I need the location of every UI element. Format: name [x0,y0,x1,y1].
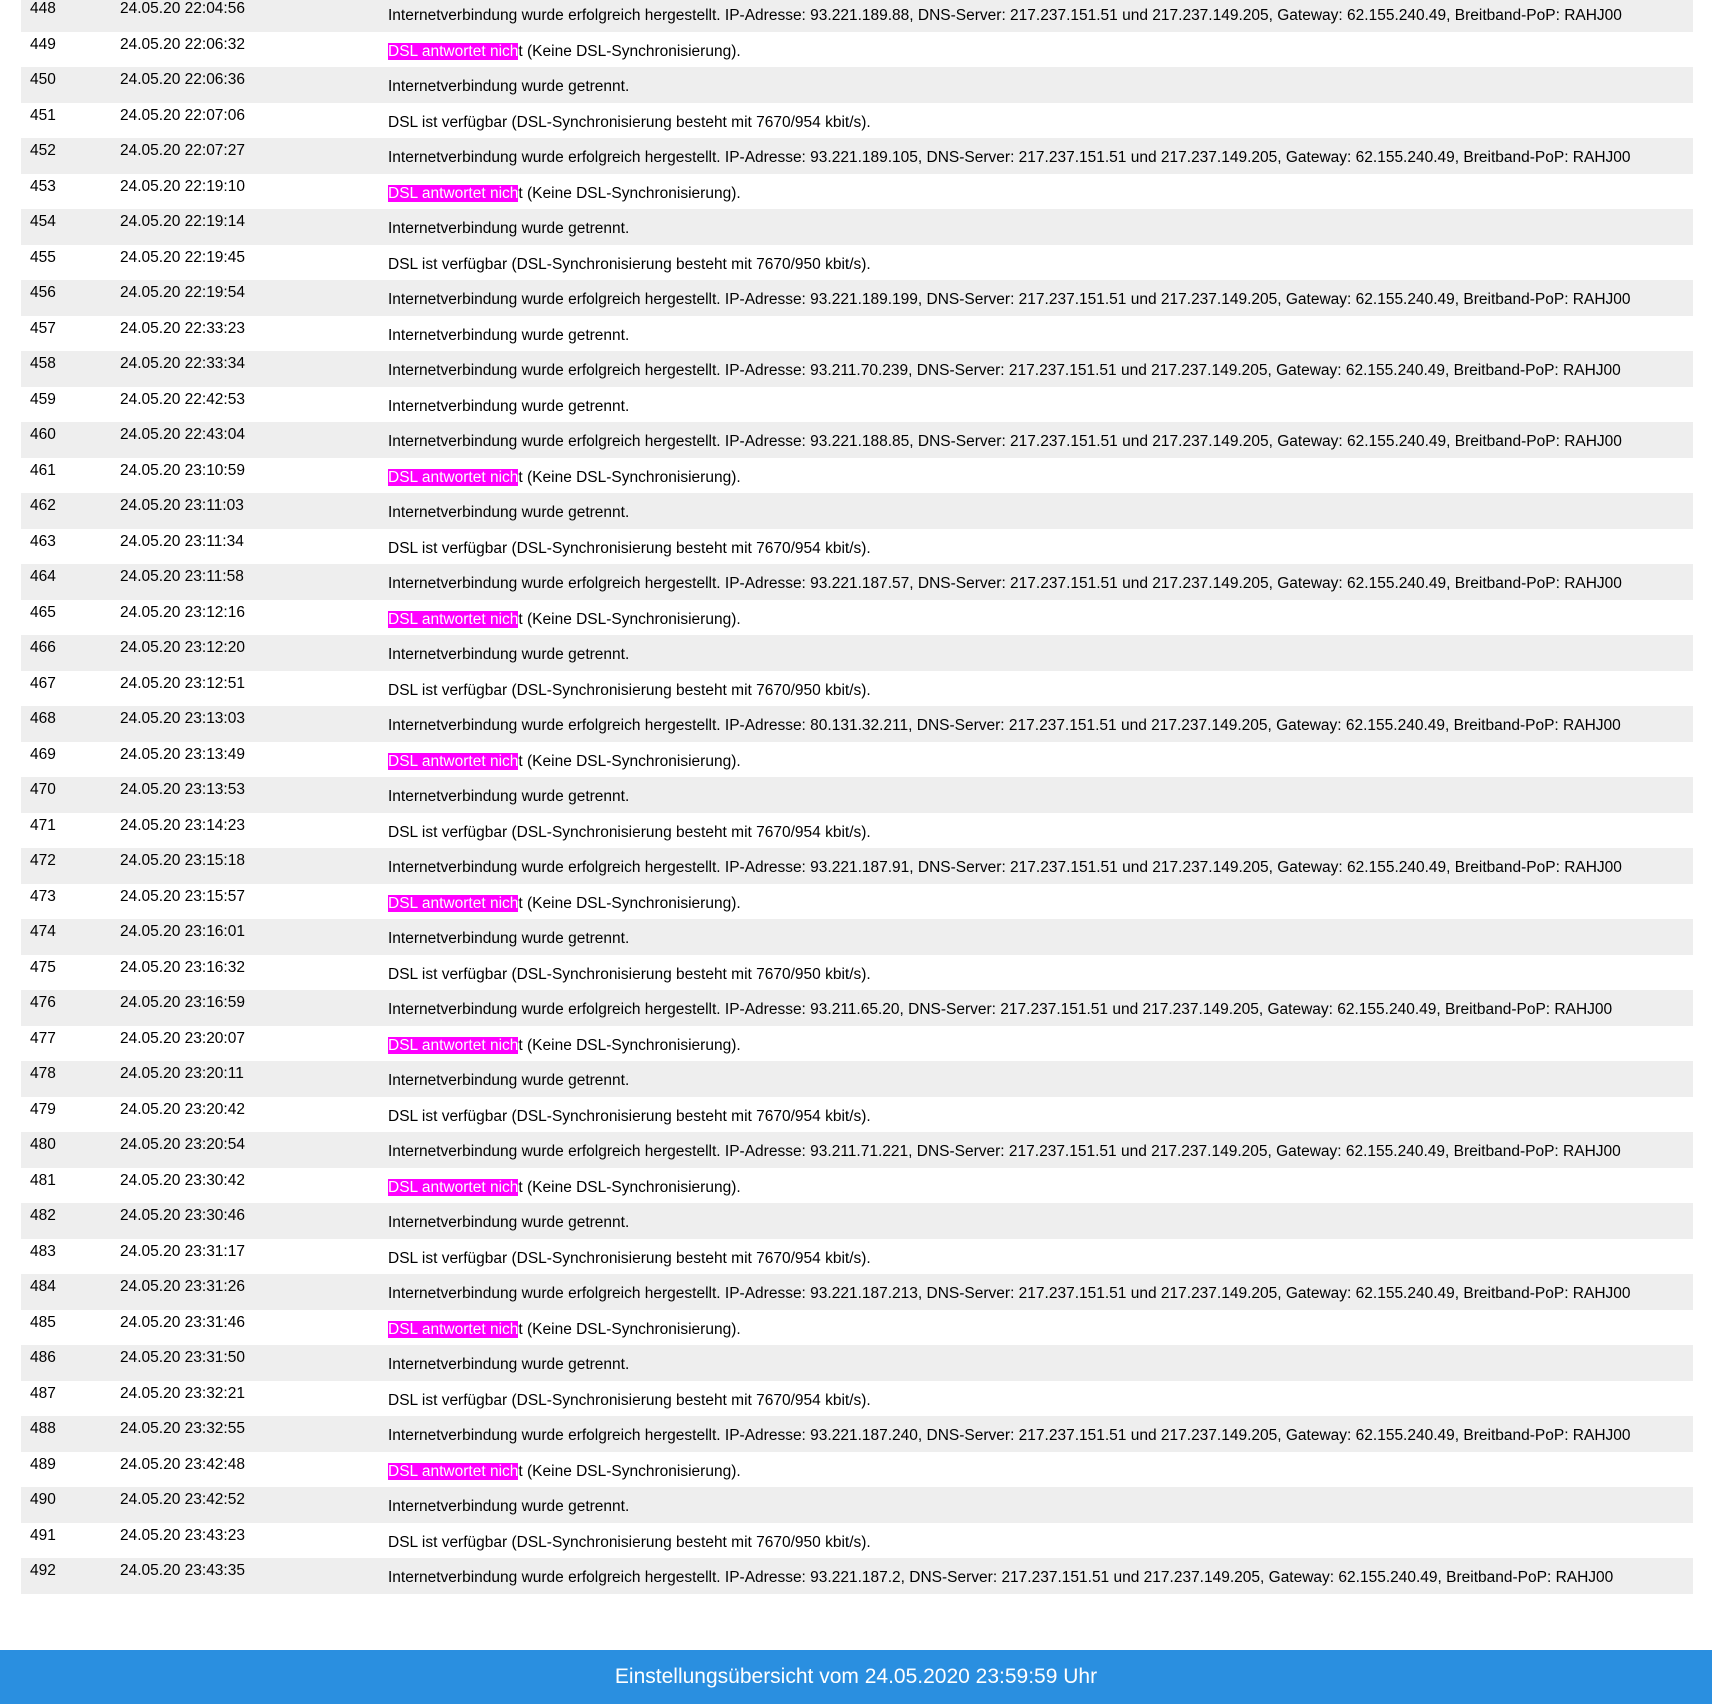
log-row [21,1026,1693,1062]
log-entry-message-text: t (Keine DSL-Synchronisierung). [518,1462,741,1480]
log-entry-message-text: t (Keine DSL-Synchronisierung). [518,1320,741,1338]
log-entry-message [388,540,871,558]
log-entry-message [388,788,629,806]
log-entry-message-text: Internetverbindung wurde erfolgreich hergestellt. IP-Adresse: 93.211.71.221, DNS-Server: 217.237.151.51 und 217.237.149.205, Gateway: 62.155.240.49, Breitband-PoP: RAHJ00 [388,1143,1621,1160]
log-entry-message-text: Internetverbindung wurde erfolgreich hergestellt. IP-Adresse: 93.221.189.105, DNS-Server: 217.237.151.51 und 217.237.149.205, Gateway: 62.155.240.49, Breitband-PoP: RAHJ00 [388,149,1631,166]
log-entry-number: 465 [30,603,56,621]
log-entry-message [388,646,629,664]
log-entry-message [388,1072,629,1090]
log-entry-timestamp: 24.05.20 23:16:59 [120,994,245,1011]
search-highlight: DSL antwortet nich [388,894,519,912]
log-entry-message [388,291,1631,309]
log-entry-message-text: Internetverbindung wurde erfolgreich hergestellt. IP-Adresse: 93.221.188.85, DNS-Server: 217.237.151.51 und 217.237.149.205, Gateway: 62.155.240.49, Breitband-PoP: RAHJ00 [388,433,1622,450]
log-row [21,1381,1693,1417]
log-entry-number: 486 [30,1349,56,1366]
log-row [21,67,1693,103]
log-entry-message [388,1285,1631,1303]
log-entry-message-text: Internetverbindung wurde getrennt. [388,1072,630,1089]
log-row [21,351,1693,387]
log-row [21,0,1693,32]
log-entry-message-text: t (Keine DSL-Synchronisierung). [518,184,741,202]
log-entry-timestamp: 24.05.20 23:43:35 [120,1562,245,1579]
log-entry-message-text: t (Keine DSL-Synchronisierung). [518,894,741,912]
log-entry-message [388,220,629,238]
log-entry-message-text: Internetverbindung wurde erfolgreich hergestellt. IP-Adresse: 93.221.189.88, DNS-Server: 217.237.151.51 und 217.237.149.205, Gateway: 62.155.240.49, Breitband-PoP: RAHJ00 [388,7,1622,24]
log-entry-number: 460 [30,426,56,443]
log-entry-number: 470 [30,781,56,798]
log-entry-message [388,1569,1613,1587]
log-entry-timestamp: 24.05.20 22:19:10 [120,177,245,195]
log-entry-timestamp: 24.05.20 23:12:16 [120,603,245,621]
log-entry-message [388,1001,1612,1019]
log-row [21,813,1693,849]
log-entry-number: 472 [30,852,56,869]
log-entry-message-text: DSL ist verfügbar (DSL-Synchronisierung besteht mit 7670/950 kbit/s). [388,1533,871,1551]
log-entry-number: 474 [30,923,56,940]
log-entry-timestamp: 24.05.20 23:15:18 [120,852,245,869]
log-entry-message-text: Internetverbindung wurde getrennt. [388,78,630,95]
log-entry-number: 467 [30,674,56,692]
log-entry-message [388,1463,741,1481]
log-entry-timestamp: 24.05.20 23:43:23 [120,1526,245,1544]
log-entry-number: 448 [30,0,56,17]
log-entry-message-text: Internetverbindung wurde getrennt. [388,646,630,663]
log-entry-message-text: t (Keine DSL-Synchronisierung). [518,610,741,628]
log-row [21,1061,1693,1097]
log-entry-timestamp: 24.05.20 23:13:53 [120,781,245,798]
log-entry-timestamp: 24.05.20 23:11:58 [120,568,244,585]
log-row [21,1274,1693,1310]
log-entry-timestamp: 24.05.20 22:43:04 [120,426,245,443]
log-entry-timestamp: 24.05.20 23:10:59 [120,461,245,479]
log-entry-message-text: Internetverbindung wurde erfolgreich hergestellt. IP-Adresse: 93.221.187.2, DNS-Server: 217.237.151.51 und 217.237.149.205, Gateway: 62.155.240.49, Breitband-PoP: RAHJ00 [388,1569,1614,1586]
log-entry-message [388,504,629,522]
log-entry-timestamp: 24.05.20 22:19:54 [120,284,245,301]
log-entry-number: 491 [30,1526,56,1544]
log-entry-timestamp: 24.05.20 23:15:57 [120,887,245,905]
log-entry-timestamp: 24.05.20 22:19:14 [120,213,245,230]
log-entry-number: 449 [30,35,56,53]
log-row [21,1345,1693,1381]
log-entry-message-text: Internetverbindung wurde erfolgreich hergestellt. IP-Adresse: 93.221.187.240, DNS-Server: 217.237.151.51 und 217.237.149.205, Gateway: 62.155.240.49, Breitband-PoP: RAHJ00 [388,1427,1631,1444]
log-entry-message-text: DSL ist verfügbar (DSL-Synchronisierung besteht mit 7670/950 kbit/s). [388,681,871,699]
log-row [21,458,1693,494]
log-entry-message-text: DSL ist verfügbar (DSL-Synchronisierung besteht mit 7670/954 kbit/s). [388,539,871,557]
log-row [21,138,1693,174]
log-entry-number: 457 [30,319,56,337]
log-entry-number: 452 [30,142,56,159]
log-row [21,1132,1693,1168]
log-entry-message [388,327,629,345]
log-entry-number: 456 [30,284,56,301]
log-entry-message [388,1392,871,1410]
log-row [21,1168,1693,1204]
search-highlight: DSL antwortet nich [388,752,519,770]
log-entry-message [388,7,1622,25]
log-row [21,1487,1693,1523]
log-row [21,1239,1693,1275]
log-entry-number: 473 [30,887,56,905]
search-highlight: DSL antwortet nich [388,42,519,60]
log-entry-number: 483 [30,1242,56,1260]
log-entry-timestamp: 24.05.20 23:31:17 [120,1242,245,1260]
log-entry-number: 487 [30,1384,56,1402]
log-entry-timestamp: 24.05.20 23:42:48 [120,1455,245,1473]
log-entry-message [388,1108,871,1126]
log-entry-message-text: DSL ist verfügbar (DSL-Synchronisierung besteht mit 7670/954 kbit/s). [388,1249,871,1267]
log-entry-number: 485 [30,1313,56,1331]
log-entry-timestamp: 24.05.20 23:32:21 [120,1384,245,1402]
log-entry-timestamp: 24.05.20 23:16:32 [120,958,245,976]
log-entry-number: 477 [30,1029,56,1047]
log-entry-timestamp: 24.05.20 23:13:03 [120,710,245,727]
log-entry-number: 492 [30,1562,56,1579]
log-entry-timestamp: 24.05.20 22:07:27 [120,142,245,159]
log-entry-message [388,1214,629,1232]
log-entry-timestamp: 24.05.20 23:20:11 [120,1065,244,1082]
log-entry-timestamp: 24.05.20 23:20:07 [120,1029,245,1047]
log-entry-message [388,185,741,203]
log-entry-timestamp: 24.05.20 23:11:03 [120,497,244,514]
log-row [21,919,1693,955]
log-row [21,742,1693,778]
log-entry-message [388,753,741,771]
log-row [21,103,1693,139]
log-entry-message-text: Internetverbindung wurde getrennt. [388,397,630,415]
log-entry-timestamp: 24.05.20 22:19:45 [120,248,245,266]
log-entry-timestamp: 24.05.20 23:30:46 [120,1207,245,1224]
log-entry-timestamp: 24.05.20 22:07:06 [120,106,245,124]
log-entry-message [388,1143,1621,1161]
log-row [21,1203,1693,1239]
log-entry-timestamp: 24.05.20 22:33:34 [120,355,245,372]
log-row [21,387,1693,423]
log-row [21,280,1693,316]
log-row [21,635,1693,671]
log-entry-number: 461 [30,461,56,479]
log-entry-timestamp: 24.05.20 23:31:46 [120,1313,245,1331]
log-entry-message-text: DSL ist verfügbar (DSL-Synchronisierung besteht mit 7670/950 kbit/s). [388,255,871,273]
log-entry-number: 454 [30,213,56,230]
log-entry-number: 459 [30,390,56,408]
log-entry-number: 469 [30,745,56,763]
log-entry-number: 484 [30,1278,56,1295]
log-entry-message [388,859,1622,877]
log-entry-message [388,1427,1631,1445]
log-entry-message [388,1321,741,1339]
log-entry-number: 490 [30,1491,56,1508]
log-row [21,706,1693,742]
log-entry-message-text: Internetverbindung wurde erfolgreich hergestellt. IP-Adresse: 80.131.32.211, DNS-Server: 217.237.151.51 und 217.237.149.205, Gateway: 62.155.240.49, Breitband-PoP: RAHJ00 [388,717,1621,734]
log-entry-message-text: DSL ist verfügbar (DSL-Synchronisierung besteht mit 7670/950 kbit/s). [388,965,871,983]
log-entry-message [388,398,629,416]
log-entry-number: 475 [30,958,56,976]
log-row [21,493,1693,529]
log-entry-message-text: t (Keine DSL-Synchronisierung). [518,1178,741,1196]
search-highlight: DSL antwortet nich [388,610,519,628]
log-entry-message-text: Internetverbindung wurde getrennt. [388,1356,630,1373]
search-highlight: DSL antwortet nich [388,468,519,486]
log-entry-message-text: DSL ist verfügbar (DSL-Synchronisierung besteht mit 7670/954 kbit/s). [388,823,871,841]
log-entry-timestamp: 24.05.20 23:12:20 [120,639,245,656]
log-row [21,1523,1693,1559]
search-highlight: DSL antwortet nich [388,1178,519,1196]
log-entry-timestamp: 24.05.20 22:04:56 [120,0,245,17]
log-entry-message-text: Internetverbindung wurde erfolgreich hergestellt. IP-Adresse: 93.221.187.57, DNS-Server: 217.237.151.51 und 217.237.149.205, Gateway: 62.155.240.49, Breitband-PoP: RAHJ00 [388,575,1622,592]
log-entry-message [388,114,871,132]
log-entry-timestamp: 24.05.20 23:13:49 [120,745,245,763]
log-entry-message [388,1534,871,1552]
log-entry-message-text: t (Keine DSL-Synchronisierung). [518,752,741,770]
log-row [21,1416,1693,1452]
search-highlight: DSL antwortet nich [388,184,519,202]
log-entry-message [388,1250,871,1268]
log-entry-timestamp: 24.05.20 23:31:26 [120,1278,245,1295]
log-entry-number: 489 [30,1455,56,1473]
log-entry-message-text: t (Keine DSL-Synchronisierung). [518,42,741,60]
log-entry-message-text: DSL ist verfügbar (DSL-Synchronisierung besteht mit 7670/954 kbit/s). [388,1391,871,1409]
log-entry-timestamp: 24.05.20 23:32:55 [120,1420,245,1437]
log-entry-message-text: Internetverbindung wurde getrennt. [388,930,630,947]
log-entry-timestamp: 24.05.20 22:06:36 [120,71,245,88]
log-entry-number: 462 [30,497,56,514]
log-row [21,990,1693,1026]
log-entry-message [388,611,741,629]
log-entry-timestamp: 24.05.20 23:30:42 [120,1171,245,1189]
log-entry-timestamp: 24.05.20 23:20:54 [120,1136,245,1153]
log-row [21,1097,1693,1133]
log-entry-timestamp: 24.05.20 22:33:23 [120,319,245,337]
log-entry-timestamp: 24.05.20 23:11:34 [120,532,244,550]
log-entry-number: 458 [30,355,56,372]
log-entry-message-text: Internetverbindung wurde getrennt. [388,1214,630,1231]
log-entry-message-text: DSL ist verfügbar (DSL-Synchronisierung besteht mit 7670/954 kbit/s). [388,113,871,131]
log-entry-timestamp: 24.05.20 23:20:42 [120,1100,245,1118]
log-entry-message [388,966,871,984]
log-entry-message [388,824,871,842]
log-entry-number: 482 [30,1207,56,1224]
log-entry-message-text: Internetverbindung wurde erfolgreich hergestellt. IP-Adresse: 93.221.189.199, DNS-Server: 217.237.151.51 und 217.237.149.205, Gateway: 62.155.240.49, Breitband-PoP: RAHJ00 [388,291,1631,308]
log-entry-message-text: Internetverbindung wurde getrennt. [388,1498,630,1515]
log-row [21,848,1693,884]
log-entry-timestamp: 24.05.20 23:14:23 [120,816,245,834]
log-entry-number: 476 [30,994,56,1011]
log-entry-number: 488 [30,1420,56,1437]
log-entry-message [388,575,1622,593]
log-row [21,564,1693,600]
log-row [21,209,1693,245]
log-entry-message [388,1037,741,1055]
log-entry-message [388,256,871,274]
log-entry-message-text: DSL ist verfügbar (DSL-Synchronisierung besteht mit 7670/954 kbit/s). [388,1107,871,1125]
log-entry-message [388,149,1631,167]
log-entry-message-text: Internetverbindung wurde erfolgreich hergestellt. IP-Adresse: 93.221.187.91, DNS-Server: 217.237.151.51 und 217.237.149.205, Gateway: 62.155.240.49, Breitband-PoP: RAHJ00 [388,859,1622,876]
log-entry-message-text: t (Keine DSL-Synchronisierung). [518,468,741,486]
log-entry-message-text: Internetverbindung wurde getrennt. [388,326,630,344]
log-entry-number: 468 [30,710,56,727]
log-row [21,1310,1693,1346]
log-entry-message [388,43,741,61]
settings-overview-footer: Einstellungsübersicht vom 24.05.2020 23:59:59 Uhr [0,1650,1712,1704]
log-entry-number: 450 [30,71,56,88]
log-row [21,316,1693,352]
log-entry-message [388,682,871,700]
log-row [21,884,1693,920]
log-row [21,671,1693,707]
log-entry-message-text: Internetverbindung wurde erfolgreich hergestellt. IP-Adresse: 93.211.65.20, DNS-Server: 217.237.151.51 und 217.237.149.205, Gateway: 62.155.240.49, Breitband-PoP: RAHJ00 [388,1001,1613,1018]
log-entry-timestamp: 24.05.20 22:06:32 [120,35,245,53]
search-highlight: DSL antwortet nich [388,1462,519,1480]
event-log-table [21,0,1693,1594]
log-row [21,1452,1693,1488]
log-entry-timestamp: 24.05.20 23:16:01 [120,923,245,940]
log-entry-timestamp: 24.05.20 23:31:50 [120,1349,245,1366]
log-entry-timestamp: 24.05.20 22:42:53 [120,390,245,408]
log-entry-message [388,362,1621,380]
log-row [21,777,1693,813]
log-entry-message [388,1356,629,1374]
log-entry-number: 463 [30,532,56,550]
log-row [21,955,1693,991]
log-row [21,245,1693,281]
log-entry-message-text: Internetverbindung wurde getrennt. [388,504,630,521]
log-entry-message-text: Internetverbindung wurde erfolgreich hergestellt. IP-Adresse: 93.211.70.239, DNS-Server: 217.237.151.51 und 217.237.149.205, Gateway: 62.155.240.49, Breitband-PoP: RAHJ00 [388,362,1621,379]
log-entry-message [388,895,741,913]
log-entry-timestamp: 24.05.20 23:12:51 [120,674,245,692]
log-entry-message [388,717,1621,735]
log-entry-number: 451 [30,106,56,124]
log-entry-message-text: t (Keine DSL-Synchronisierung). [518,1036,741,1054]
log-entry-number: 479 [30,1100,56,1118]
log-row [21,32,1693,68]
log-entry-number: 480 [30,1136,56,1153]
log-row [21,600,1693,636]
log-entry-number: 464 [30,568,56,585]
search-highlight: DSL antwortet nich [388,1036,519,1054]
log-entry-message-text: Internetverbindung wurde getrennt. [388,220,630,237]
log-entry-message [388,1498,629,1516]
log-entry-message-text: Internetverbindung wurde getrennt. [388,788,630,805]
log-entry-message [388,469,741,487]
log-entry-number: 453 [30,177,56,195]
log-entry-message-text: Internetverbindung wurde erfolgreich hergestellt. IP-Adresse: 93.221.187.213, DNS-Server: 217.237.151.51 und 217.237.149.205, Gateway: 62.155.240.49, Breitband-PoP: RAHJ00 [388,1285,1631,1302]
log-entry-timestamp: 24.05.20 23:42:52 [120,1491,245,1508]
log-row [21,422,1693,458]
log-entry-number: 471 [30,816,56,834]
log-entry-message [388,1179,741,1197]
log-entry-number: 481 [30,1171,56,1189]
log-entry-number: 455 [30,248,56,266]
log-entry-message [388,78,629,96]
search-highlight: DSL antwortet nich [388,1320,519,1338]
log-entry-number: 478 [30,1065,56,1082]
log-row [21,1558,1693,1594]
log-row [21,174,1693,210]
log-entry-message [388,930,629,948]
log-row [21,529,1693,565]
log-entry-number: 466 [30,639,56,656]
log-entry-message [388,433,1622,451]
